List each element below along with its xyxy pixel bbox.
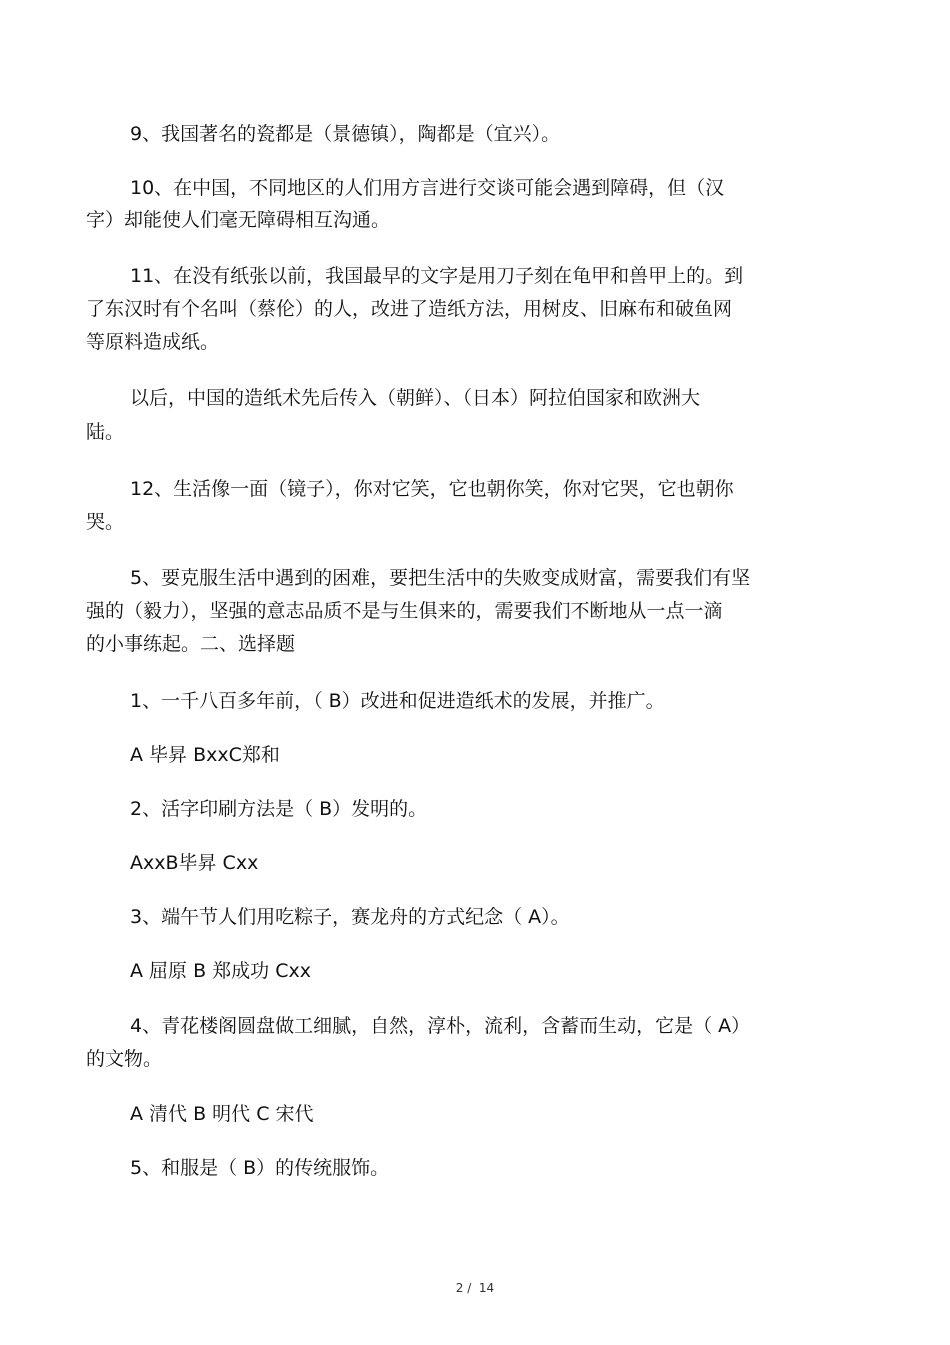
text-line-paper-spread: 以后，中国的造纸术先后传入（朝鲜）、（日本）阿拉伯国家和欧洲大 bbox=[130, 387, 701, 409]
text-line-q10-cont: 字）却能使人们毫无障碍相互沟通。 bbox=[86, 209, 391, 231]
text-line-q12: 12、生活像一面（镜子），你对它笑，它也朝你笑，你对它哭，它也朝你 bbox=[130, 478, 734, 500]
text-line-q9: 9、我国著名的瓷都是（景德镇），陶都是（宜兴）。 bbox=[130, 123, 561, 145]
text-line-q10: 10、在中国，不同地区的人们用方言进行交谈可能会遇到障碍，但（汉 bbox=[130, 177, 725, 199]
text-line-q11: 11、在没有纸张以前，我国最早的文字是用刀子刻在龟甲和兽甲上的。到 bbox=[130, 265, 744, 287]
text-line-choice-4-options: A 清代 B 明代 C 宋代 bbox=[130, 1103, 314, 1125]
text-line-choice-4: 4、青花楼阁圆盘做工细腻，自然，淳朴，流利，含蓄而生动，它是（ A） bbox=[130, 1015, 751, 1037]
text-line-choice-1: 1、一千八百多年前，（ B）改进和促进造纸术的发展，并推广。 bbox=[130, 690, 665, 712]
text-line-paper-spread-cont: 陆。 bbox=[86, 421, 125, 443]
text-line-choice-5: 5、和服是（ B）的传统服饰。 bbox=[130, 1157, 390, 1179]
text-line-q5-cont-2: 的小事练起。二、选择题 bbox=[86, 633, 296, 655]
text-line-choice-2-options: AxxB毕昇 Cxx bbox=[130, 852, 259, 874]
page-number: 2 / 14 bbox=[455, 1281, 495, 1295]
text-line-choice-3-options: A 屈原 B 郑成功 Cxx bbox=[130, 960, 311, 982]
text-line-q5: 5、要克服生活中遇到的困难，要把生活中的失败变成财富，需要我们有坚 bbox=[130, 567, 751, 589]
text-line-choice-4-cont: 的文物。 bbox=[86, 1048, 163, 1070]
text-line-choice-3: 3、端午节人们用吃粽子，赛龙舟的方式纪念（ A）。 bbox=[130, 906, 570, 928]
text-line-q12-cont: 哭。 bbox=[86, 511, 125, 533]
text-line-choice-1-options: A 毕昇 BxxC郑和 bbox=[130, 744, 280, 766]
text-line-q5-cont-1: 强的（毅力），坚强的意志品质不是与生俱来的，需要我们不断地从一点一滴 bbox=[86, 600, 723, 622]
text-line-choice-2: 2、活字印刷方法是（ B）发明的。 bbox=[130, 798, 428, 820]
text-line-q11-cont-1: 了东汉时有个名叫（蔡伦）的人，改进了造纸方法，用树皮、旧麻布和破鱼网 bbox=[86, 298, 733, 320]
text-line-q11-cont-2: 等原料造成纸。 bbox=[86, 331, 220, 353]
